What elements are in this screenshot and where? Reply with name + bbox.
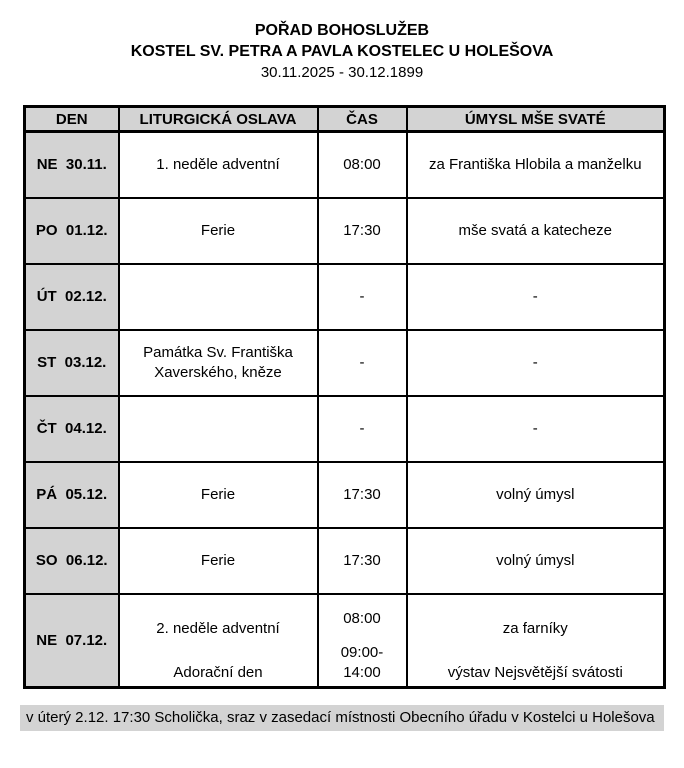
table-header-row [25,107,665,132]
intention-cell: mše svatá a katecheze [407,198,665,264]
table-row [25,264,665,330]
intention-cell: - [407,264,665,330]
intention-cell: volný úmysl [407,528,665,594]
celebration-cell [119,396,318,462]
column-header-liturgicka-oslava: LITURGICKÁ OSLAVA [119,107,318,132]
time-cell: - [318,330,407,396]
celebration-line-2: Adorační den [173,664,263,681]
intention-stack [412,595,660,686]
footer-note: v úterý 2.12. 17:30 Scholička, sraz v zasedací místnosti Obecního úřadu v Kostelci u Holešova [20,705,664,731]
celebration-cell: Ferie [119,462,318,528]
intention-line-2: výstav Nejsvětější svátosti [447,664,623,681]
table-row [25,198,665,264]
day-cell: NE 30.11. [25,132,119,199]
column-header-cas: ČAS [318,107,407,132]
intention-cell: volný úmysl [407,462,665,528]
time-line-1: 08:00 [343,610,381,627]
intention-cell [407,594,665,688]
column-header-umysl-mse-svate: ÚMYSL MŠE SVATÉ [407,107,665,132]
day-cell: ÚT 02.12. [25,264,119,330]
table-row [25,132,665,199]
page-title: POŘAD BOHOSLUŽEB [254,22,430,39]
time-line-2: 09:00-14:00 [340,644,384,681]
time-cell: 17:30 [318,462,407,528]
celebration-cell: Ferie [119,528,318,594]
table-row [25,396,665,462]
column-header-den: DEN [25,107,119,132]
time-stack [323,595,402,686]
time-cell [318,594,407,688]
celebration-cell: Památka Sv. Františka Xaverského, kněze [119,330,318,396]
day-cell: PO 01.12. [25,198,119,264]
celebration-cell: Ferie [119,198,318,264]
celebration-line-1: 2. neděle adventní [156,620,280,637]
schedule-body [25,132,665,688]
day-cell: SO 06.12. [25,528,119,594]
celebration-stack [124,595,313,686]
time-cell: 17:30 [318,198,407,264]
day-cell: PÁ 05.12. [25,462,119,528]
schedule-table [23,105,666,689]
time-cell: 17:30 [318,528,407,594]
page-subtitle: KOSTEL SV. PETRA A PAVLA KOSTELEC U HOLEŠOVA [130,43,554,60]
table-row [25,528,665,594]
celebration-cell [119,594,318,688]
intention-cell: za Františka Hlobila a manželku [407,132,665,199]
time-cell: 08:00 [318,132,407,199]
day-cell: ČT 04.12. [25,396,119,462]
date-range: 30.11.2025 - 30.12.1899 [260,64,424,81]
celebration-cell: 1. neděle adventní [119,132,318,199]
intention-cell: - [407,396,665,462]
document-header [0,0,684,84]
day-cell: NE 07.12. [25,594,119,688]
intention-cell: - [407,330,665,396]
celebration-cell [119,264,318,330]
time-cell: - [318,264,407,330]
day-cell: ST 03.12. [25,330,119,396]
intention-line-1: za farníky [502,620,568,637]
table-row [25,594,665,688]
table-row [25,330,665,396]
time-cell: - [318,396,407,462]
table-row [25,462,665,528]
